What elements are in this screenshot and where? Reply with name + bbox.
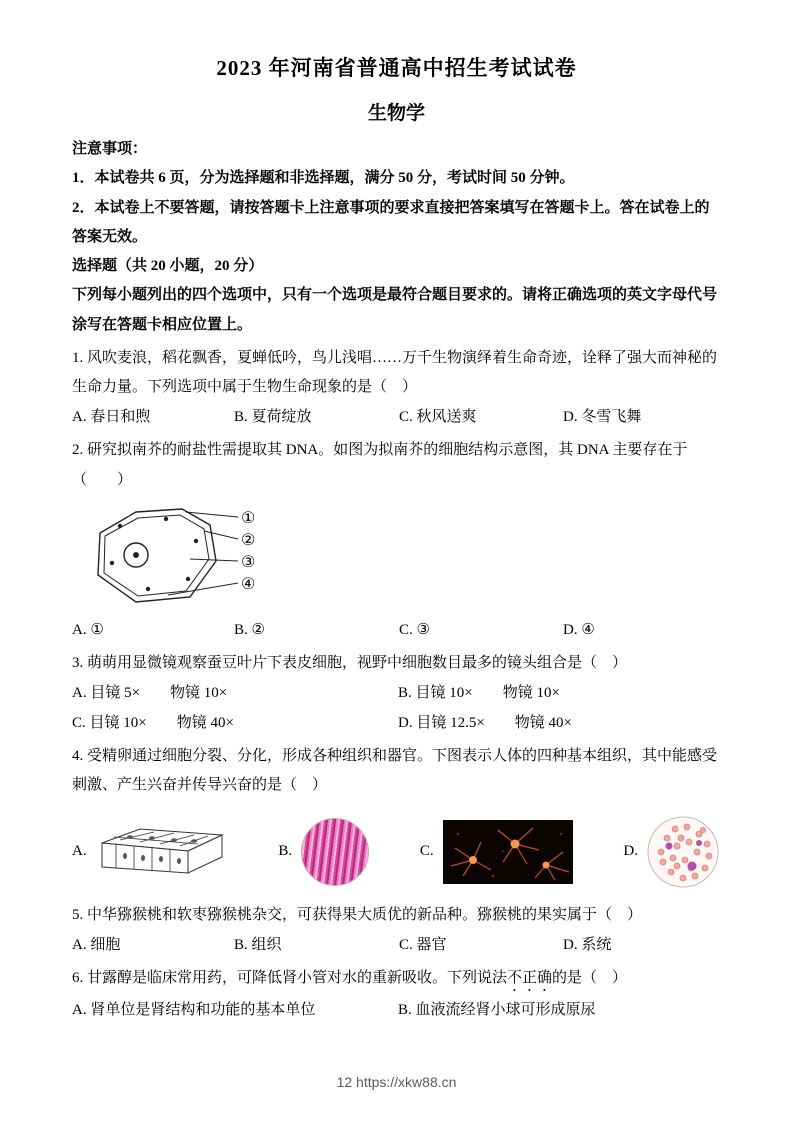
- question-text: 5. 中华猕猴桃和软枣猕猴桃杂交，可获得果大质优的新品种。猕猴桃的果实属于（ ）: [72, 906, 643, 923]
- section-heading: 选择题（共 20 小题，20 分）: [72, 258, 264, 274]
- notice-heading: 注意事项：: [72, 141, 148, 157]
- option-a: A. ①: [72, 621, 104, 638]
- option-c: C. 秋风送爽: [399, 409, 477, 426]
- question-text-pre: 6. 甘露醇是临床常用药，可降低肾小管对水的重新吸收。下列说法: [72, 969, 508, 986]
- label-3: ③: [241, 553, 256, 571]
- epithelial-tissue-image: [96, 823, 228, 881]
- option-label-b: B.: [278, 843, 293, 859]
- nucleolus-dot: [133, 552, 139, 558]
- option-d: D. 系统: [563, 936, 612, 953]
- label-1: ①: [241, 509, 256, 527]
- exam-subject: 生物学: [367, 103, 425, 124]
- option-b: B. 组织: [234, 936, 282, 953]
- option-d: D. ④: [563, 621, 595, 638]
- label-4: ④: [241, 575, 256, 593]
- option-label-d: D.: [623, 843, 638, 859]
- option-a: A. 肾单位是肾结构和功能的基本单位: [72, 1001, 316, 1018]
- question-2: [72, 436, 721, 645]
- tissue-item-d: [623, 816, 719, 888]
- option-b: B. 目镜 10× 物镜 10×: [398, 685, 560, 701]
- label-2: ②: [241, 531, 256, 549]
- question-text: 1. 风吹麦浪，稻花飘香，夏蝉低吟，鸟儿浅唱……万千生物演绎着生命奇迹，诠释了强大而神秘的生命力量。下列选项中属于生物生命现象的是（ ）: [72, 349, 718, 395]
- question-text-emphasis: 不正确: [507, 969, 553, 986]
- section-instruction: 下列每小题列出的四个选项中，只有一个选项是最符合题目要求的。请将正确选项的英文字母代号涂写在答题卡相应位置上。: [72, 287, 718, 333]
- muscle-tissue-image: [301, 818, 369, 886]
- question-text: 3. 萌萌用显微镜观察蚕豆叶片下表皮细胞，视野中细胞数目最多的镜头组合是（ ）: [72, 654, 628, 671]
- question-text: 2. 研究拟南芥的耐盐性需提取其 DNA。如图为拟南芥的细胞结构示意图，其 DNA 主要存在于（ ）: [72, 442, 688, 488]
- option-c: C. ③: [399, 621, 430, 638]
- cell-diagram-wrap: [78, 501, 721, 613]
- question-5: [72, 901, 721, 960]
- question-4: [72, 742, 721, 893]
- question-text-post: 的是（ ）: [552, 969, 628, 986]
- tissue-item-c: [420, 820, 573, 884]
- option-label-c: C.: [419, 843, 434, 859]
- notice-item-1: 1．本试卷共 6 页，分为选择题和非选择题，满分 50 分，考试时间 50 分钟。: [72, 170, 575, 187]
- question-1: [72, 344, 721, 433]
- question-text: [72, 964, 721, 995]
- leader-lines: [168, 512, 238, 595]
- organelle-dots: [110, 517, 198, 591]
- option-d: D. 目镜 12.5× 物镜 40×: [398, 715, 573, 731]
- tissue-item-a: [72, 823, 228, 881]
- tissue-images-row: [72, 811, 719, 893]
- option-c: C. 目镜 10× 物镜 40×: [72, 715, 234, 731]
- question-3: [72, 649, 721, 738]
- option-d: D. 冬雪飞舞: [563, 409, 642, 426]
- blood-tissue-image: [647, 816, 719, 888]
- exam-title: 2023 年河南省普通高中招生考试试卷: [216, 56, 577, 80]
- nervous-tissue-image: [443, 820, 573, 884]
- option-a: A. 目镜 5× 物镜 10×: [72, 685, 228, 701]
- notice-item-2: 2．本试卷上不要答题，请按答题卡上注意事项的要求直接把答案填写在答题卡上。答在试卷上的答案无效。: [72, 199, 710, 245]
- question-options: [72, 995, 721, 1025]
- question-options: [72, 678, 721, 738]
- plant-cell-diagram: [78, 501, 283, 613]
- question-6: [72, 964, 721, 1025]
- question-options: [72, 930, 721, 960]
- question-text: 4. 受精卵通过细胞分裂、分化，形成各种组织和器官。下图表示人体的四种基本组织，其中能感受刺激、产生兴奋并传导兴奋的是（ ）: [72, 748, 718, 794]
- option-label-a: A.: [72, 843, 87, 859]
- tissue-item-b: [278, 818, 369, 886]
- question-options: [72, 615, 721, 645]
- question-options: [72, 402, 721, 432]
- option-b: B. ②: [234, 621, 265, 638]
- diagram-number-labels: [241, 510, 255, 593]
- option-b: B. 血液流经肾小球可形成原尿: [398, 1001, 596, 1018]
- footer-watermark: 12 https://xkw88.cn: [336, 1074, 457, 1090]
- option-b: B. 夏荷绽放: [234, 409, 312, 426]
- option-c: C. 器官: [399, 936, 447, 953]
- option-a: A. 细胞: [72, 936, 121, 953]
- option-a: A. 春日和煦: [72, 409, 151, 426]
